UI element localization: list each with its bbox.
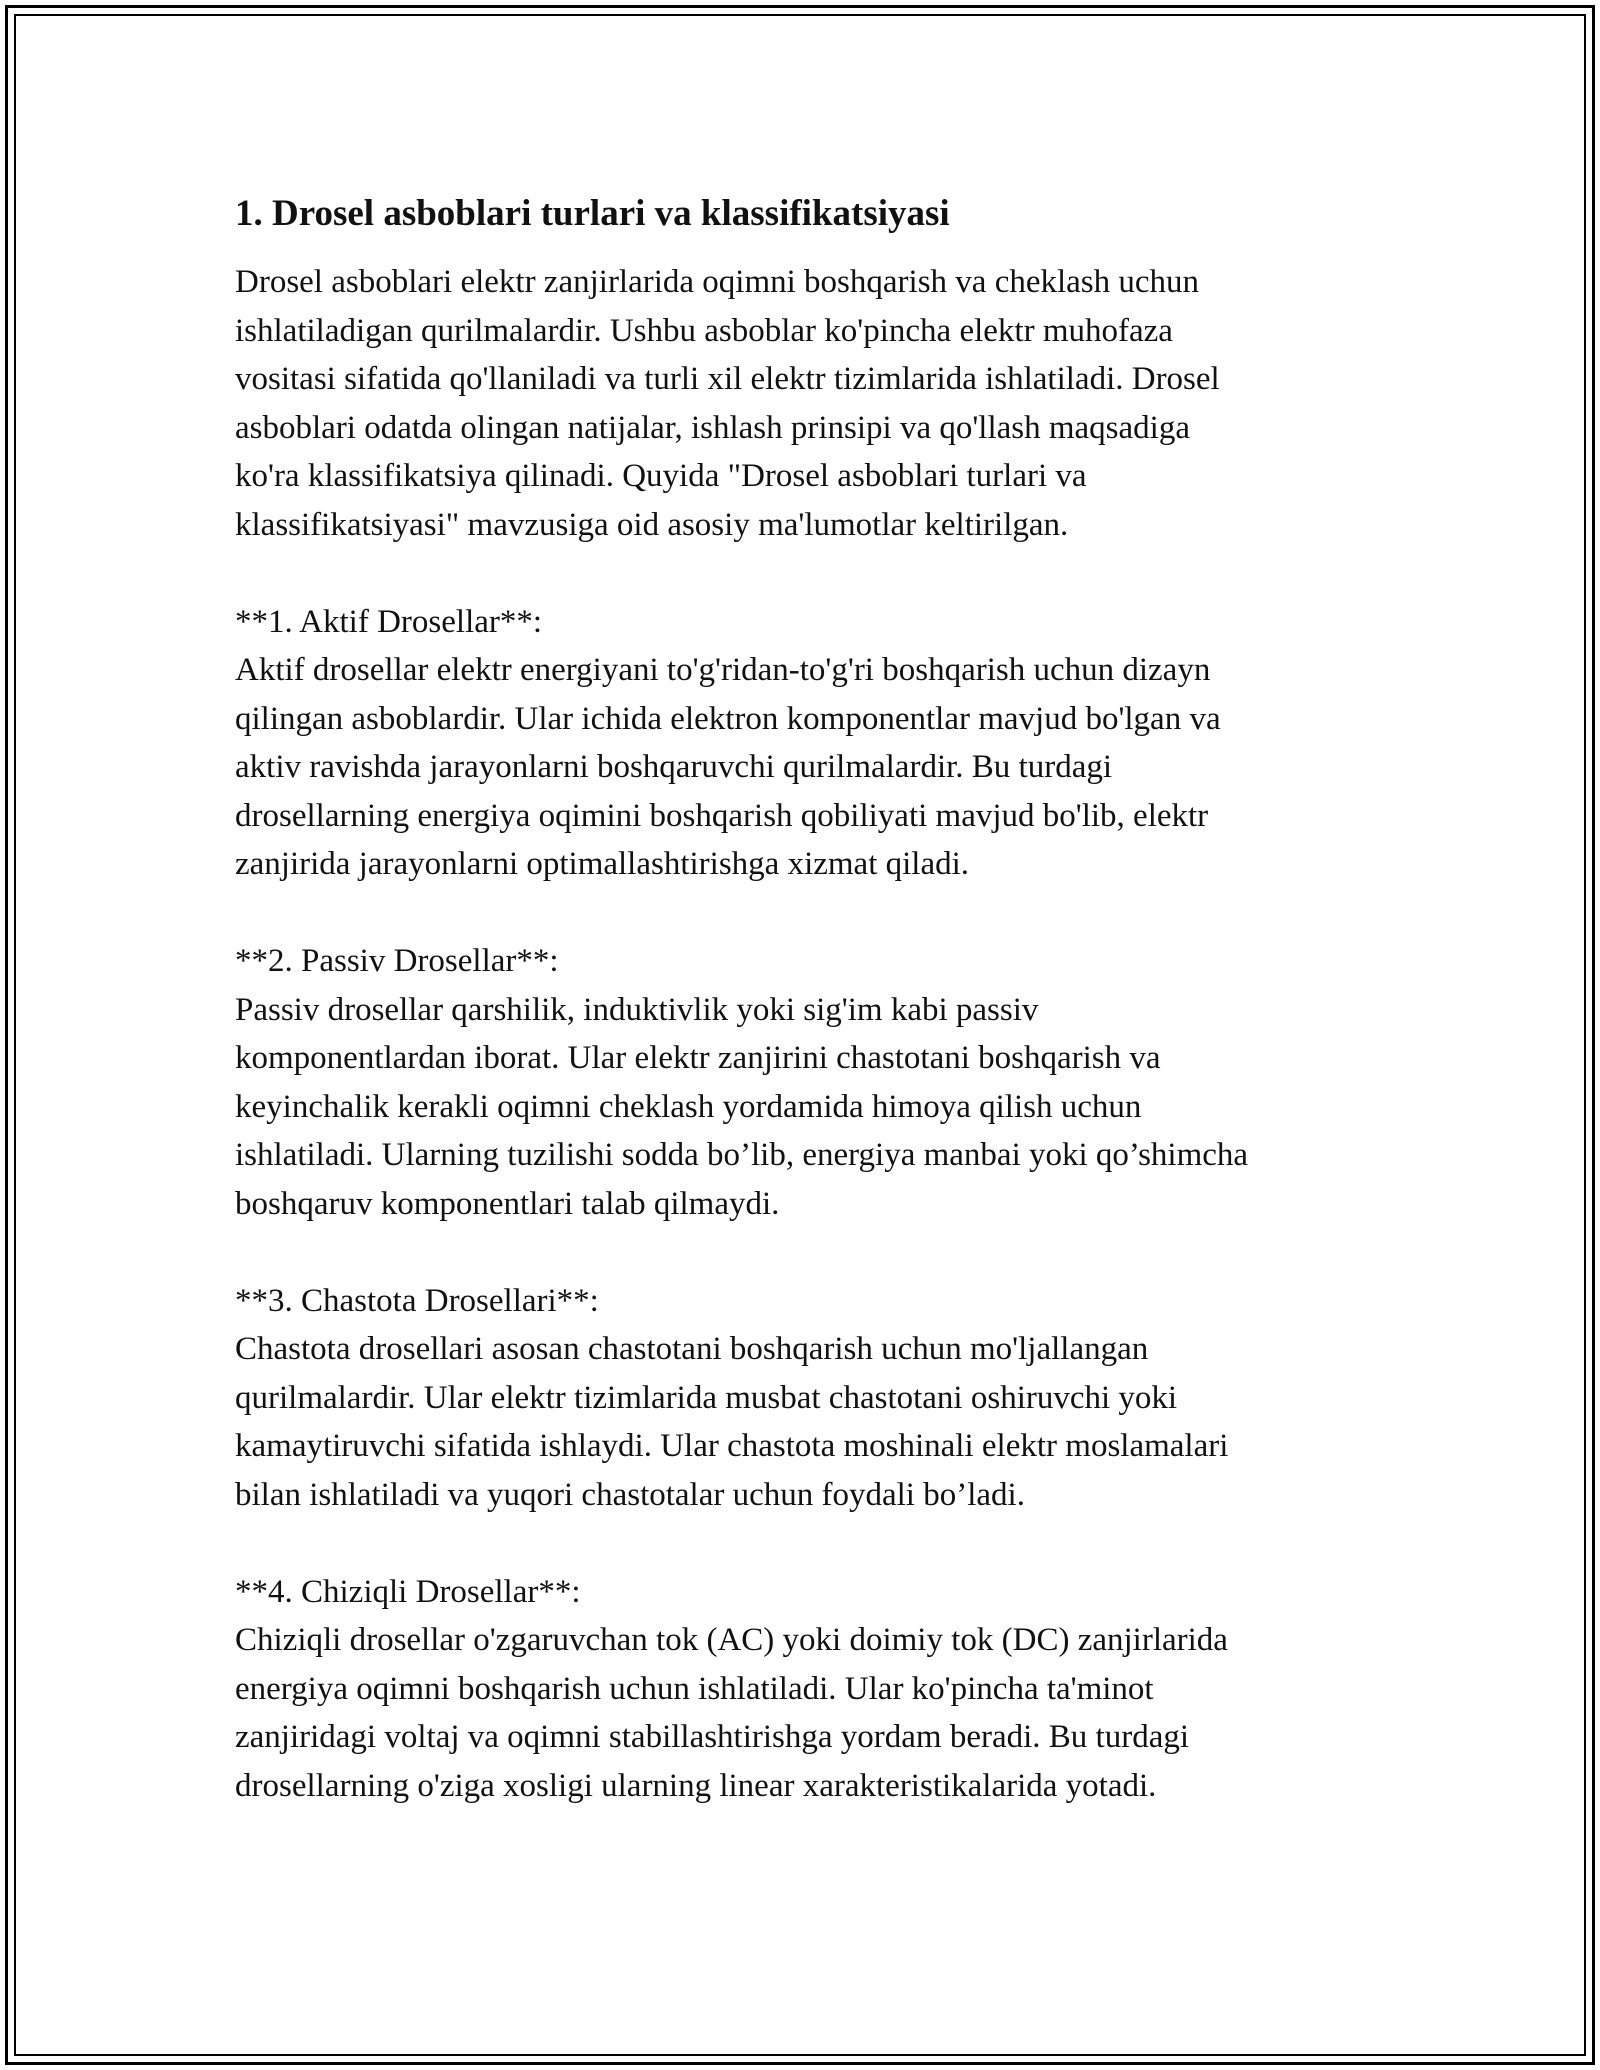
section-body-passiv: Passiv drosellar qarshilik, induktivlik yoki sig'im kabi passiv komponentlardan iborat. Ular elektr zanjirini chastotani boshqarish va keyinchalik kerakli oqimni cheklash yordamida himoya qilish uchun ishlatiladi. Ularning tuzilishi sodda bo’lib, energiya manbai yoki qo’shimcha boshqaruv komponentlari talab qilmaydi. bbox=[235, 991, 1249, 1222]
section-body-chastota: Chastota drosellari asosan chastotani boshqarish uchun mo'ljallangan qurilmalardir. Ular elektr tizimlarida musbat chastotani oshiruvchi yoki kamaytiruvchi sifatida ishlaydi. Ular chastota moshinali elektr moslamalari bilan ishlatiladi va yuqori chastotalar uchun foydali bo’ladi. bbox=[235, 1331, 1229, 1513]
section-heading-chastota: **3. Chastota Drosellari**: bbox=[235, 1282, 599, 1319]
paragraph-gap bbox=[235, 1519, 1385, 1568]
paragraph-gap bbox=[235, 1228, 1385, 1277]
section-heading-chiziqli: **4. Chiziqli Drosellar**: bbox=[235, 1573, 581, 1610]
paragraph-gap bbox=[235, 549, 1385, 598]
paragraph-gap bbox=[235, 889, 1385, 938]
document-title: 1. Drosel asboblari turlari va klassifikatsiyasi bbox=[235, 193, 950, 234]
section-body-chiziqli: Chiziqli drosellar o'zgaruvchan tok (AC) yoki doimiy tok (DC) zanjirlarida energiya oqimni boshqarish uchun ishlatiladi. Ular ko'pincha ta'minot zanjiridagi voltaj va oqimni stabillashtirishga yordam beradi. Bu turdagi drosellarning o'ziga xosligi ularning linear xarakteristikalarida yotadi. bbox=[235, 1622, 1228, 1804]
document-body bbox=[235, 180, 1385, 1810]
section-heading-passiv: **2. Passiv Drosellar**: bbox=[235, 943, 559, 979]
section-heading-aktif: **1. Aktif Drosellar**: bbox=[235, 603, 543, 640]
section-body-aktif: Aktif drosellar elektr energiyani to'g'ridan-to'g'ri boshqarish uchun dizayn qilingan asboblardir. Ular ichida elektron komponentlar mavjud bo'lgan va aktiv ravishda jarayonlarni boshqaruvchi qurilmalardir. Bu turdagi drosellarning energiya oqimini boshqarish qobiliyati mavjud bo'lib, elektr zanjirida jarayonlarni optimallashtirishga xizmat qiladi. bbox=[235, 652, 1221, 882]
intro-paragraph: Drosel asboblari elektr zanjirlarida oqimni boshqarish va cheklash uchun ishlatiladigan qurilmalardir. Ushbu asboblar ko'pincha elektr muhofaza vositasi sifatida qo'llaniladi va turli xil elektr tizimlarida ishlatiladi. Drosel asboblari odatda olingan natijalar, ishlash prinsipi va qo'llash maqsadiga ko'ra klassifikatsiya qilinadi. Quyida "Drosel asboblari turlari va klassifikatsiyasi" mavzusiga oid asosiy ma'lumotlar keltirilgan. bbox=[235, 264, 1220, 543]
